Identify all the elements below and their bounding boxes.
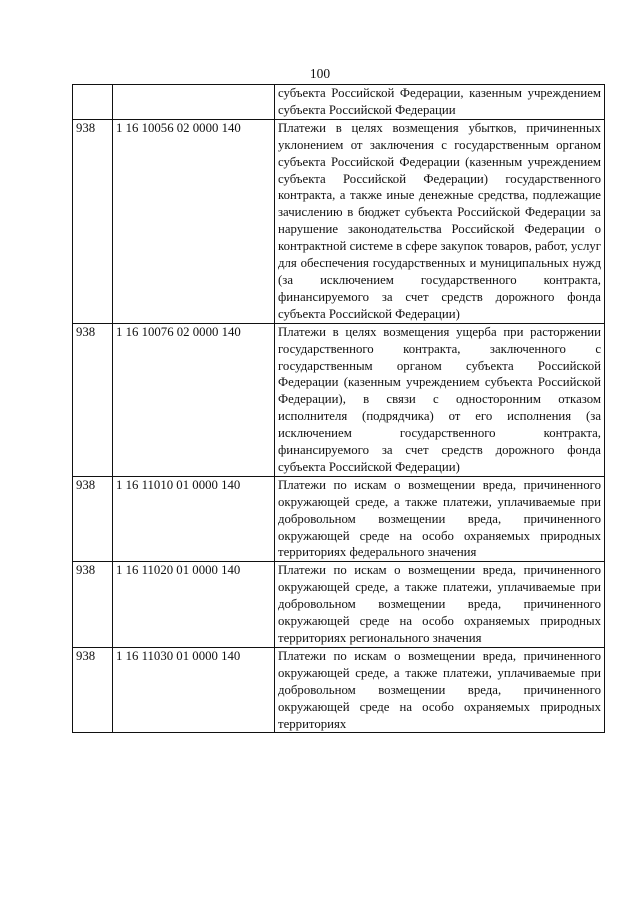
table-row <box>73 323 605 476</box>
admin-code-cell: 938 <box>73 562 113 648</box>
budget-code-cell: 1 16 11020 01 0000 140 <box>113 562 275 648</box>
table-row <box>73 85 605 120</box>
table-row <box>73 647 605 733</box>
admin-code-cell <box>73 85 113 120</box>
budget-code-cell: 1 16 10056 02 0000 140 <box>113 119 275 323</box>
table-row <box>73 476 605 562</box>
table-row <box>73 119 605 323</box>
description-cell: Платежи по искам о возмещении вреда, причиненного окружающей среде, а также платежи, уплачиваемые при добровольном возмещении вреда, причиненного окружающей среде на особо охраняемых природных территориях регионального значения <box>275 562 605 648</box>
description-cell: Платежи по искам о возмещении вреда, причиненного окружающей среде, а также платежи, уплачиваемые при добровольном возмещении вреда, причиненного окружающей среде на особо охраняемых природных территориях федерального значения <box>275 476 605 562</box>
page-number: 100 <box>309 66 331 81</box>
budget-code-cell: 1 16 11010 01 0000 140 <box>113 476 275 562</box>
budget-code-cell: 1 16 10076 02 0000 140 <box>113 323 275 476</box>
description-cell: Платежи в целях возмещения убытков, причиненных уклонением от заключения с государственным органом субъекта Российской Федерации (казенным учреждением субъекта Российской Федерации) государственного контракта, а также иные денежные средства, подлежащие зачислению в бюджет субъекта Российской Федерации за нарушение законодательства Российской Федерации о контрактной системе в сфере закупок товаров, работ, услуг для обеспечения государственных и муниципальных нужд (за исключением государственного контракта, финансируемого за счет средств дорожного фонда субъекта Российской Федерации) <box>275 119 605 323</box>
description-cell: Платежи по искам о возмещении вреда, причиненного окружающей среде, а также платежи, уплачиваемые при добровольном возмещении вреда, причиненного окружающей среде на особо охраняемых природных территориях <box>275 647 605 733</box>
budget-code-cell: 1 16 11030 01 0000 140 <box>113 647 275 733</box>
description-cell: субъекта Российской Федерации, казенным учреждением субъекта Российской Федерации <box>275 85 605 120</box>
table-row <box>73 562 605 648</box>
admin-code-cell: 938 <box>73 323 113 476</box>
budget-code-cell <box>113 85 275 120</box>
admin-code-cell: 938 <box>73 119 113 323</box>
revenue-classification-table <box>72 84 605 733</box>
admin-code-cell: 938 <box>73 647 113 733</box>
description-cell: Платежи в целях возмещения ущерба при расторжении государственного контракта, заключенного с государственным органом субъекта Российской Федерации (казенным учреждением субъекта Российской Федерации), в связи с односторонним отказом исполнителя (подрядчика) от его исполнения (за исключением государственного контракта, финансируемого за счет средств дорожного фонда субъекта Российской Федерации) <box>275 323 605 476</box>
admin-code-cell: 938 <box>73 476 113 562</box>
